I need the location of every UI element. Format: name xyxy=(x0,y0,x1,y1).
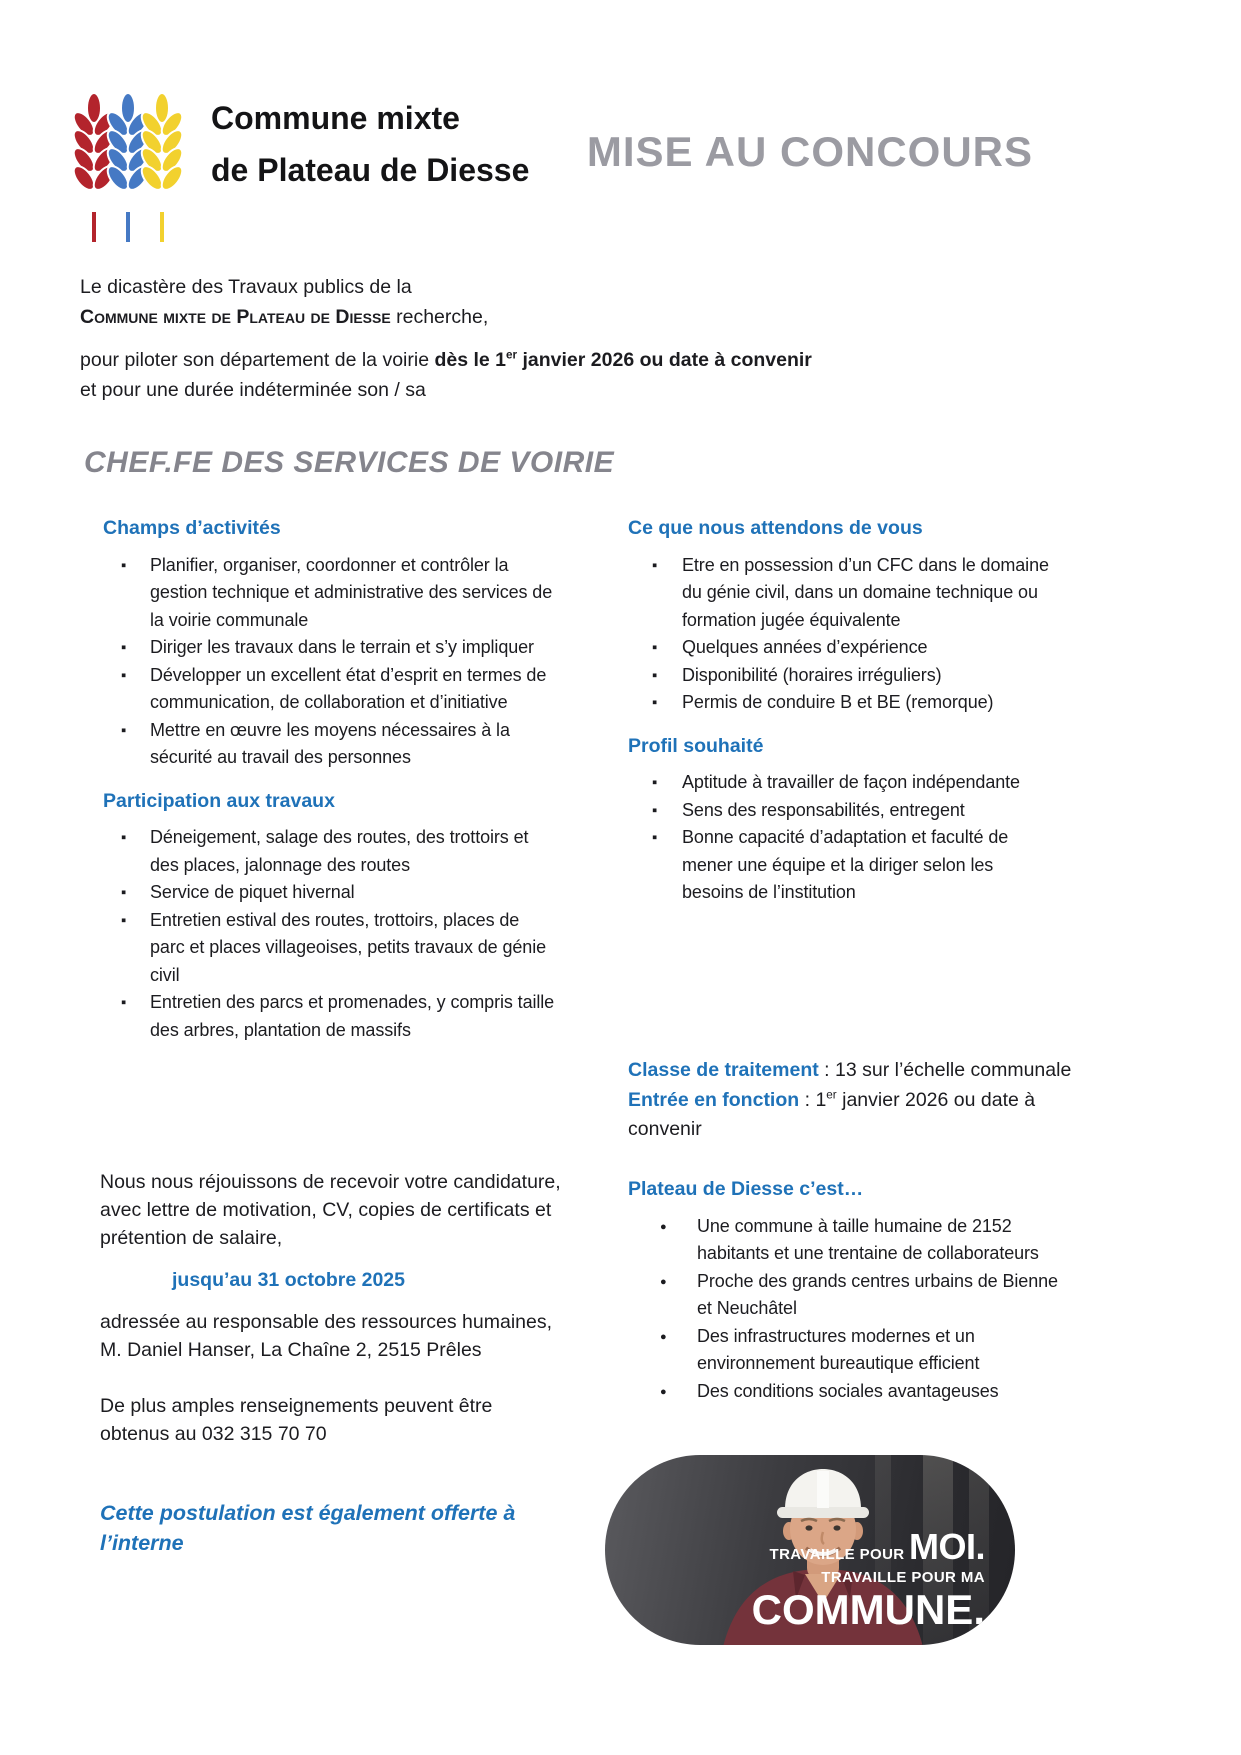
application-block xyxy=(100,1168,562,1558)
banner-title: MISE AU CONCOURS xyxy=(586,128,1033,175)
caption-small-text: TRAVAILLE POUR MA xyxy=(821,1569,985,1586)
list-item: ▪ Diriger les travaux dans le terrain et s’y impliquer xyxy=(103,634,555,662)
section-champs-activites xyxy=(103,515,555,772)
detail-row-classe xyxy=(628,1056,1108,1086)
list-item: ▪ Mettre en œuvre les moyens nécessaires à la sécurité au travail des personnes xyxy=(103,717,555,772)
deadline-text: jusqu’au 31 octobre 2025 xyxy=(172,1269,406,1291)
intro-line1: Le dicastère des Travaux publics de la xyxy=(80,276,412,298)
caption-big-text: MOI. xyxy=(909,1526,985,1567)
list-item: ▪ Etre en possession d’un CFC dans le domaine du génie civil, dans un domaine technique ou formation jugée équivalente xyxy=(628,552,1052,635)
list-item: ▪ Disponibilité (horaires irréguliers) xyxy=(628,662,1052,690)
section-profil-souhaite xyxy=(628,733,1052,907)
intro-line4: et pour une durée indéterminée son / sa xyxy=(80,379,426,401)
photo-caption xyxy=(751,1526,985,1633)
address-paragraph: adressée au responsable des ressources humaines, M. Daniel Hanser, La Chaîne 2, 2515 Prêles xyxy=(100,1311,553,1361)
caption-small-text: TRAVAILLE POUR xyxy=(769,1546,905,1563)
org-name xyxy=(211,92,529,196)
detail-label: Classe de traitement xyxy=(628,1059,819,1081)
bullet-list xyxy=(628,552,1052,717)
left-column xyxy=(103,515,555,1044)
intro-block xyxy=(80,272,1000,405)
list-item: ▪ Aptitude à travailler de façon indépendante xyxy=(628,769,1052,797)
section-attentes xyxy=(628,515,1052,717)
photo-caption-line1 xyxy=(752,1526,985,1567)
list-item: ▪ Permis de conduire B et BE (remorque) xyxy=(628,689,1052,717)
detail-value-pre: : 1 xyxy=(799,1088,827,1111)
list-item: ▪ Quelques années d’expérience xyxy=(628,634,1052,662)
org-name-line1: Commune mixte xyxy=(211,100,460,136)
list-item: ▪ Bonne capacité d’adaptation et faculté de mener une équipe et la diriger selon les besoins de l’institution xyxy=(628,824,1052,907)
right-column xyxy=(628,515,1052,907)
list-item: ● Des infrastructures modernes et un environnement bureautique efficient xyxy=(628,1323,1068,1378)
wheat-logo-icon xyxy=(70,94,188,244)
intro-line2-tail: recherche, xyxy=(396,306,489,328)
photo-caption-line3 xyxy=(751,1586,985,1633)
detail-row-entree xyxy=(628,1086,1108,1145)
bullet-list xyxy=(103,552,555,772)
start-date-day: dès le 1 xyxy=(434,349,507,371)
bullet-list xyxy=(103,824,555,1044)
employment-details xyxy=(628,1056,1108,1145)
list-item: ● Une commune à taille humaine de 2152 habitants et une trentaine de collaborateurs xyxy=(628,1213,1068,1268)
internal-posting-note: Cette postulation est également offerte à l’interne xyxy=(100,1501,516,1555)
bullet-list xyxy=(628,1213,1068,1406)
list-item: ▪ Sens des responsabilités, entregent xyxy=(628,797,1052,825)
intro-line3-pre: pour piloter son département de la voirie xyxy=(80,349,430,371)
commune-logo xyxy=(70,94,188,249)
detail-value: : 13 sur l’échelle communale xyxy=(818,1059,1072,1081)
application-paragraph: Nous nous réjouissons de recevoir votre candidature, avec lettre de motivation, CV, copies de certificats et prétention de salaire, xyxy=(100,1171,561,1249)
list-item: ▪ Développer un excellent état d’esprit en termes de communication, de collaboration et d’initiative xyxy=(103,662,555,717)
section-plateau-de-diesse xyxy=(628,1176,1068,1405)
caption-huge-text: COMMUNE. xyxy=(751,1586,985,1633)
detail-value-post: janvier 2026 ou date à convenir xyxy=(628,1088,1036,1140)
section-heading: Plateau de Diesse c’est… xyxy=(628,1178,864,1200)
page-title: CHEF.FE DES SERVICES DE VOIRIE xyxy=(84,446,615,479)
list-item: ▪ Entretien des parcs et promenades, y compris taille des arbres, plantation de massifs xyxy=(103,989,555,1044)
contact-paragraph: De plus amples renseignements peuvent être obtenus au 032 315 70 70 xyxy=(100,1395,493,1445)
section-heading: Ce que nous attendons de vous xyxy=(628,517,923,539)
start-date-bold xyxy=(434,349,811,371)
section-heading: Profil souhaité xyxy=(628,734,764,757)
photo-caption-line2 xyxy=(752,1570,985,1586)
list-item: ▪ Déneigement, salage des routes, des trottoirs et des places, jalonnage des routes xyxy=(103,824,555,879)
list-item: ● Des conditions sociales avantageuses xyxy=(628,1378,1068,1406)
section-participation-travaux xyxy=(103,788,555,1045)
list-item: ▪ Service de piquet hivernal xyxy=(103,879,555,907)
org-name-line2: de Plateau de Diesse xyxy=(211,152,530,188)
section-heading: Participation aux travaux xyxy=(103,789,335,812)
intro-paragraph-1 xyxy=(80,272,1000,332)
worker-photo xyxy=(605,1455,1015,1645)
ordinal-sup: er xyxy=(826,1088,837,1101)
start-date-rest: janvier 2026 ou date à convenir xyxy=(517,349,812,371)
intro-paragraph-2 xyxy=(80,345,1000,405)
org-smallcaps: Commune mixte de Plateau de Diesse xyxy=(80,306,391,328)
section-heading: Champs d’activités xyxy=(103,517,281,539)
ordinal-sup: er xyxy=(506,348,518,362)
list-item: ▪ Planifier, organiser, coordonner et contrôler la gestion technique et administrative des services de la voirie communale xyxy=(103,552,555,635)
list-item: ● Proche des grands centres urbains de Bienne et Neuchâtel xyxy=(628,1268,1068,1323)
list-item: ▪ Entretien estival des routes, trottoirs, places de parc et places villageoises, petits travaux de génie civil xyxy=(103,907,555,990)
bullet-list xyxy=(628,769,1052,907)
detail-label: Entrée en fonction xyxy=(628,1088,800,1111)
